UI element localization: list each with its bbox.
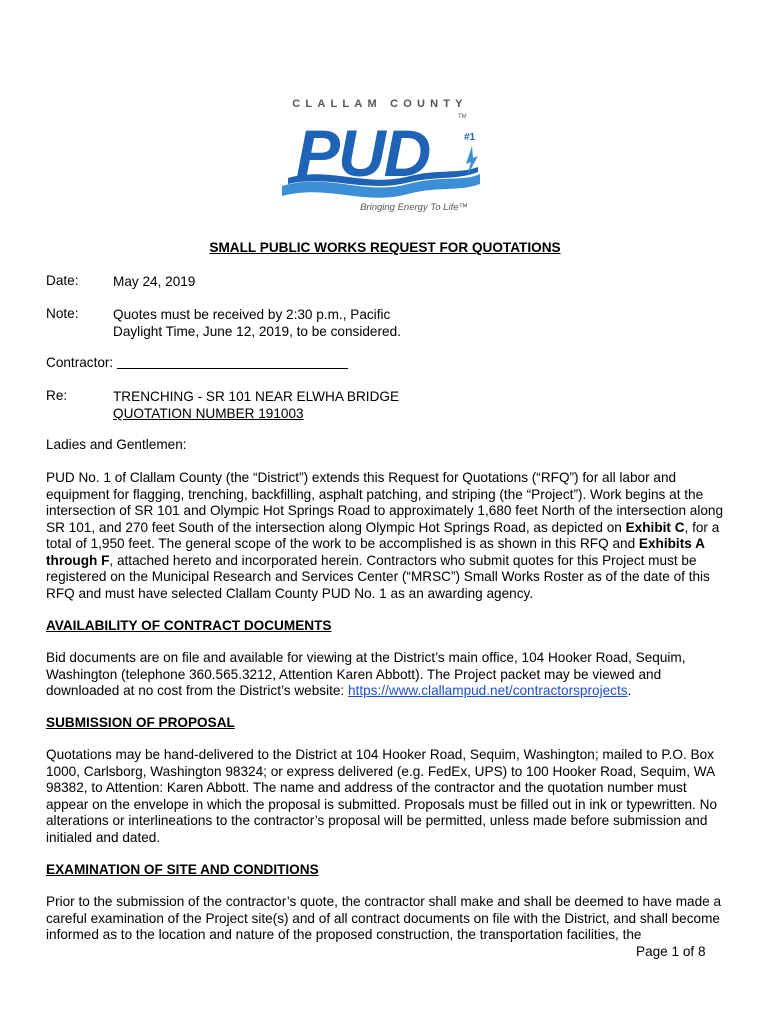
- re-line-1: TRENCHING - SR 101 NEAR ELWHA BRIDGE: [113, 389, 400, 404]
- note-label: Note:: [46, 306, 79, 321]
- availability-paragraph: [46, 650, 732, 700]
- examination-heading: EXAMINATION OF SITE AND CONDITIONS: [46, 862, 319, 877]
- availability-text: Bid documents are on file and available for viewing at the District’s main office, 104 Hooker Road, Sequim, Washington (telephone 360.565.3212, Attention Karen Abbott). The Project packet may be viewed and downloaded at no cost from the District’s website:: [46, 650, 686, 698]
- logo-trademark: TM: [458, 114, 467, 120]
- salutation: Ladies and Gentlemen:: [46, 437, 187, 452]
- logo-county-text: CLALLAM COUNTY: [292, 98, 468, 110]
- intro-text-2: , for a total of 1,950 feet. The general scope of the work to be accomplished is as shown in this RFQ and: [46, 519, 720, 551]
- intro-text-3: , attached hereto and incorporated herein. Contractors who submit quotes for this Project must be registered on the Municipal Research and Services Center (“MRSC”) Small Works Roster as of the date of this RFQ and must have selected Clallam County PUD No. 1 as an awarding agency.: [46, 552, 710, 601]
- page-number: Page 1 of 8: [636, 944, 706, 959]
- availability-heading: AVAILABILITY OF CONTRACT DOCUMENTS: [46, 618, 332, 633]
- clallam-county-pud-logo: [268, 88, 498, 218]
- note-line-1: Quotes must be received by 2:30 p.m., Pacific: [113, 307, 391, 322]
- re-text: [113, 388, 399, 422]
- availability-period: .: [627, 683, 632, 698]
- exhibits-a-f-ref: Exhibits A through F: [46, 536, 705, 568]
- contractor-blank-line[interactable]: [117, 368, 348, 369]
- date-value: May 24, 2019: [113, 274, 196, 289]
- date-label: Date:: [46, 273, 79, 288]
- note-line-2: Daylight Time, June 12, 2019, to be considered.: [113, 324, 401, 339]
- intro-paragraph: [46, 470, 732, 602]
- submission-heading: SUBMISSION OF PROPOSAL: [46, 715, 235, 730]
- re-label: Re:: [46, 388, 68, 403]
- pud-logo-graphic: [268, 88, 498, 218]
- logo-tagline: Bringing Energy To Life™: [360, 202, 468, 213]
- quotation-number: QUOTATION NUMBER 191003: [113, 406, 304, 421]
- intro-text-1: PUD No. 1 of Clallam County (the “District”) extends this Request for Quotations (“RFQ”) for all labor and equipment for flagging, trenching, backfilling, asphalt patching, and striping (the “Project”). Work begins at the intersection of SR 101 and Olympic Hot Springs Road to approximately 1,680 feet North of the intersection along SR 101, and 270 feet South of the intersection along Olympic Hot Springs Road, as depicted on: [46, 470, 724, 535]
- exhibit-c-ref: Exhibit C: [625, 519, 685, 535]
- contractor-label: Contractor:: [46, 355, 114, 370]
- submission-paragraph: Quotations may be hand-delivered to the District at 104 Hooker Road, Sequim, Washington; mailed to P.O. Box 1000, Carlsborg, Washington 98324; or express delivered (e.g. FedEx, UPS) to 100 Hooker Road, Sequim, WA 98382, to Attention: Karen Abbott. The name and address of the contractor and the quotation number must appear on the envelope in which the proposal is submitted. Proposals must be filled out in ink or typewritten. No alterations or interlineations to the contractor’s proposal will be permitted, unless made before submission and initialed and dated.: [46, 747, 717, 845]
- logo-number-mark: #1: [464, 132, 476, 143]
- website-link[interactable]: https://www.clallampud.net/contractorsprojects: [347, 683, 628, 698]
- document-title: SMALL PUBLIC WORKS REQUEST FOR QUOTATIONS: [209, 240, 561, 255]
- note-text: [113, 306, 401, 340]
- examination-paragraph: Prior to the submission of the contractor’s quote, the contractor shall make and shall be deemed to have made a careful examination of the Project site(s) and of all contract documents on file with the District, and shall become informed as to the location and nature of the proposed construction, the transportation facilities, the: [46, 894, 722, 942]
- logo-brand-text: PUD: [296, 116, 430, 190]
